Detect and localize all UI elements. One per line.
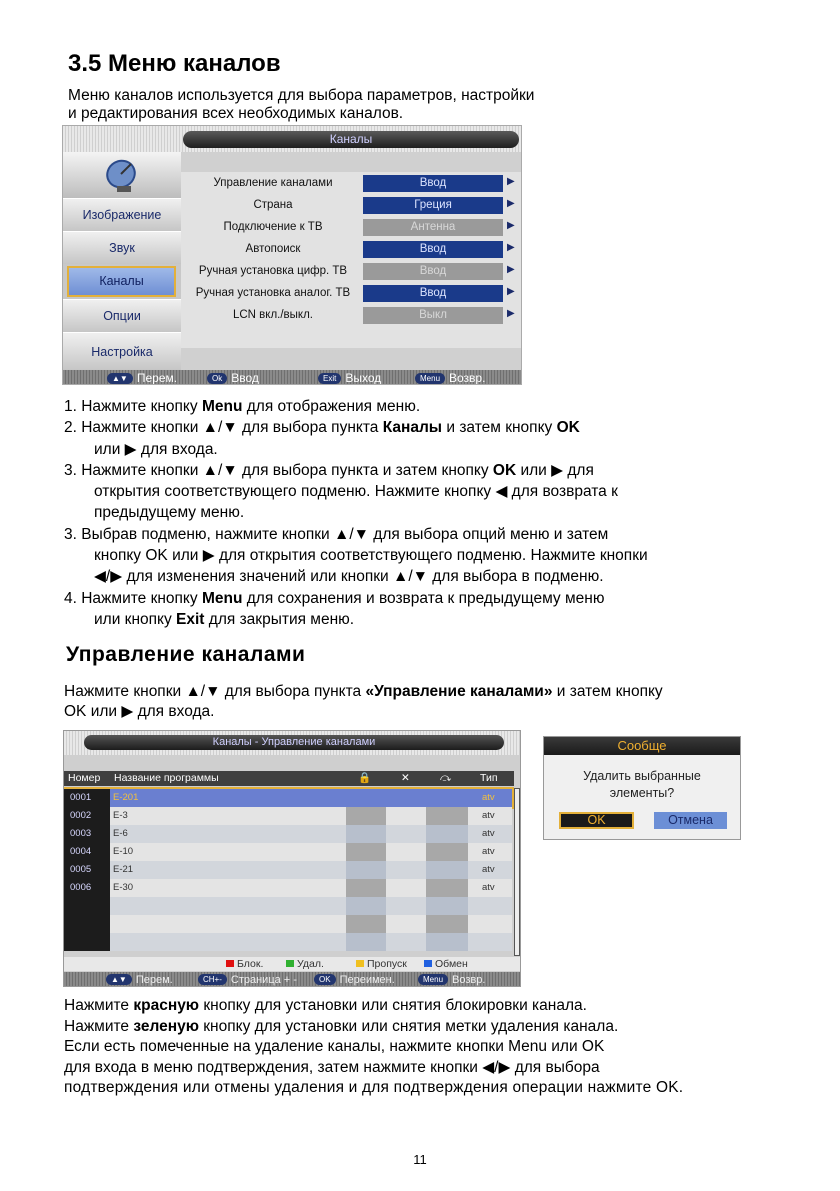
satellite-dish-icon	[63, 152, 181, 198]
lock-icon: 🔒	[358, 772, 372, 784]
arrow-right-icon: ▶	[507, 242, 515, 253]
legend-skip: Пропуск	[356, 957, 367, 971]
col-number: Номер	[68, 772, 101, 784]
arrow-right-icon: ▶	[507, 286, 515, 297]
menu-row-manual-analog[interactable]	[181, 283, 522, 304]
menu-row-channel-management[interactable]	[181, 173, 522, 194]
legend-lock: Блок.	[226, 957, 237, 971]
table-row[interactable]: 0005 E-21 atv	[64, 861, 512, 879]
col-type: Тип	[480, 772, 498, 784]
menu-row-country[interactable]	[181, 195, 522, 216]
yellow-key-icon	[356, 960, 364, 967]
row-label: Ручная установка цифр. ТВ	[198, 265, 348, 277]
row-value[interactable]: Ввод	[363, 263, 503, 280]
step-3b: 3. Выбрав подменю, нажмите кнопки ▲/▼ для выбора опций меню и затем	[64, 525, 609, 543]
channel-management-screenshot	[63, 730, 521, 987]
color-legend	[64, 957, 521, 971]
scrollbar[interactable]	[514, 788, 520, 956]
table-row-empty	[64, 897, 512, 915]
menu-header	[63, 126, 522, 152]
instruction-list	[64, 396, 648, 630]
row-value[interactable]: Ввод	[363, 241, 503, 258]
footer-exit: Выход	[345, 371, 382, 385]
row-value[interactable]: Греция	[363, 197, 503, 214]
step-1: 1. Нажмите кнопку Menu для отображения меню.	[64, 398, 421, 415]
row-label: Управление каналами	[213, 177, 333, 189]
step-2-cont: или ▶ для входа.	[94, 440, 218, 458]
legend-swap: Обмен	[424, 957, 435, 971]
updown-key-icon: ▲▼	[107, 373, 133, 384]
row-label: Автопоиск	[245, 243, 301, 255]
arrow-right-icon: ▶	[507, 198, 515, 209]
dialog-title: Сообще	[544, 737, 740, 755]
row-label: LCN вкл./выкл.	[232, 309, 313, 321]
ok-key-icon: OK	[314, 974, 336, 985]
delete-icon: ✕	[401, 772, 410, 784]
sidebar-item-sound[interactable]: Звук	[63, 231, 181, 264]
intro-line-1: Меню каналов используется для выбора параметров, настройки	[68, 87, 535, 104]
section2-line-2: OK или ▶ для входа.	[64, 703, 215, 720]
subsection-title: Управление каналами	[66, 643, 306, 666]
updown-key-icon: ▲▼	[106, 974, 132, 985]
menu-sidebar	[63, 152, 181, 370]
bottom-line-2: Нажмите зеленую кнопку для установки или снятия метки удаления канала.	[64, 1017, 619, 1035]
sidebar-item-options[interactable]: Опции	[63, 299, 181, 332]
cancel-button[interactable]: Отмена	[654, 812, 727, 829]
arrow-right-icon: ▶	[507, 220, 515, 231]
table-row[interactable]: 0006 E-30 atv	[64, 879, 512, 897]
ok-button[interactable]: OK	[559, 812, 634, 829]
menu-title: Каналы - Управление каналами	[84, 735, 504, 750]
step-3b-cont: кнопку OK или ▶ для открытия соответствующего подменю. Нажмите кнопки	[94, 547, 648, 565]
row-label: Ручная установка аналог. ТВ	[195, 287, 351, 299]
table-row-empty	[64, 933, 512, 951]
bottom-text	[64, 996, 683, 1099]
blue-key-icon	[424, 960, 432, 967]
footer-move: Перем.	[136, 371, 178, 385]
step-3-cont: открытия соответствующего подменю. Нажмите кнопку ◀ для возврата к	[94, 483, 618, 501]
bottom-line-1: Нажмите красную кнопку для установки или снятия блокировки канала.	[64, 997, 587, 1014]
sidebar-item-picture[interactable]: Изображение	[63, 198, 181, 231]
ch-key-icon: CH+-	[198, 974, 227, 985]
sidebar-item-setup[interactable]: Настройка	[63, 332, 181, 370]
menu-content	[181, 152, 522, 370]
step-3: 3. Нажмите кнопки ▲/▼ для выбора пункта и затем кнопку OK или ▶ для	[64, 461, 594, 479]
section2-line-1: Нажмите кнопки ▲/▼ для выбора пункта «Управление каналами» и затем кнопку	[64, 683, 663, 700]
table-row[interactable]: 0001 E-201 atv	[64, 789, 512, 807]
menu-footer	[63, 370, 522, 385]
menu-row-autosearch[interactable]	[181, 239, 522, 260]
menu-header	[64, 731, 521, 755]
footer-back: Возвр.	[449, 371, 486, 385]
bottom-line-5: подтверждения или отмены удаления и для подтверждения операции нажмите OK.	[64, 1079, 684, 1096]
skip-icon: ⤼	[440, 772, 452, 784]
table-row[interactable]: 0002 E-3 atv	[64, 807, 512, 825]
dialog-message: Удалить выбранные элементы?	[583, 769, 701, 800]
sidebar-item-channels[interactable]: Каналы	[67, 266, 176, 297]
row-value[interactable]: Ввод	[363, 285, 503, 302]
table-header	[64, 771, 514, 786]
exit-key-icon: Exit	[318, 373, 341, 384]
step-4: 4. Нажмите кнопку Menu для сохранения и возврата к предыдущему меню	[64, 589, 605, 607]
arrow-right-icon: ▶	[507, 308, 515, 319]
arrow-right-icon: ▶	[507, 176, 515, 187]
menu-key-icon: Menu	[415, 373, 445, 384]
table-row-empty	[64, 915, 512, 933]
section-title: 3.5 Меню каналов	[68, 50, 281, 77]
arrow-right-icon: ▶	[507, 264, 515, 275]
table-row[interactable]: 0003 E-6 atv	[64, 825, 512, 843]
page-number: 11	[413, 1152, 427, 1167]
channels-menu-screenshot	[62, 125, 522, 385]
bottom-line-4: для входа в меню подтверждения, затем нажмите кнопки ◀/▶ для выбора	[64, 1058, 600, 1076]
red-key-icon	[226, 960, 234, 967]
menu-footer: ▲▼ Перем. CH+- Страница + - OK Переимен. Menu Возвр.	[64, 972, 521, 987]
legend-delete: Удал.	[286, 957, 297, 971]
bottom-line-3: Если есть помеченные на удаление каналы, нажмите кнопки Menu или OK	[64, 1038, 605, 1055]
footer-enter: Ввод	[231, 371, 259, 385]
row-label: Страна	[253, 199, 293, 211]
row-label: Подключение к ТВ	[223, 221, 323, 233]
ok-key-icon: Ok	[207, 373, 227, 384]
menu-title: Каналы	[183, 131, 519, 148]
step-2: 2. Нажмите кнопки ▲/▼ для выбора пункта Каналы и затем кнопку OK	[64, 419, 580, 437]
step-3-cont: предыдущему меню.	[94, 504, 245, 522]
row-value[interactable]: Ввод	[363, 175, 503, 192]
table-row[interactable]: 0004 E-10 atv	[64, 843, 512, 861]
col-name: Название программы	[114, 772, 219, 784]
menu-row-manual-digital[interactable]	[181, 261, 522, 282]
step-3b-cont: ◀/▶ для изменения значений или кнопки ▲/▼ для выбора в подменю.	[94, 568, 604, 586]
row-value[interactable]: Антенна	[363, 219, 503, 236]
green-key-icon	[286, 960, 294, 967]
menu-row-tv-connection[interactable]	[181, 217, 522, 238]
intro-line-2: и редактирования всех необходимых каналов.	[68, 105, 404, 122]
step-4-cont: или кнопку Exit для закрытия меню.	[94, 610, 355, 628]
delete-confirm-dialog	[543, 736, 741, 840]
menu-key-icon: Menu	[418, 974, 448, 985]
menu-row-lcn[interactable]	[181, 305, 522, 326]
row-value[interactable]: Выкл	[363, 307, 503, 324]
